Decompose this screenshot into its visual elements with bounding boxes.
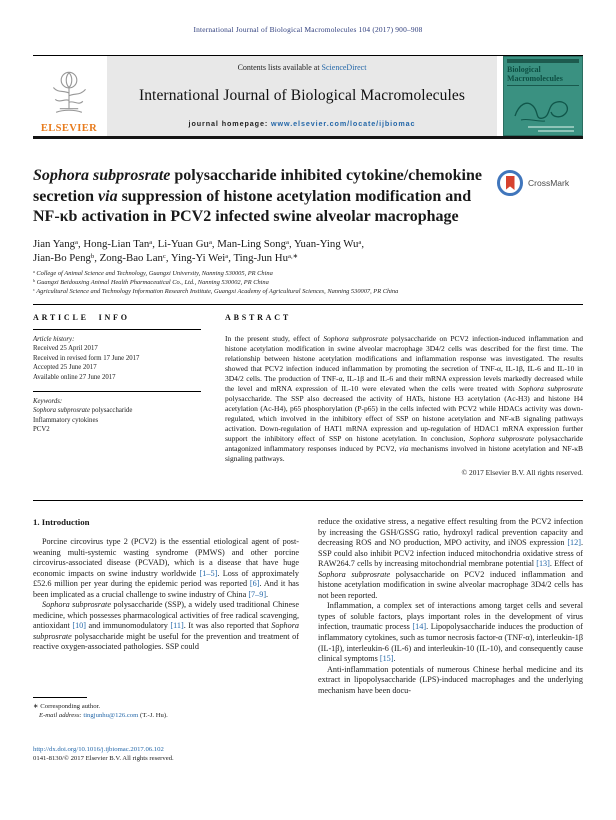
text-segment: Sophora subprosrate	[518, 384, 583, 393]
text-segment: Sophora subprosrate	[469, 434, 535, 443]
abstract-heading: ABSTRACT	[225, 313, 291, 322]
cover-top-band	[507, 59, 579, 63]
issn-rights-line: 0141-8130/© 2017 Elsevier B.V. All rights reserved.	[33, 755, 174, 762]
crossmark-icon	[497, 170, 523, 196]
text-segment: polysaccharide might be useful for the prevention and treatment of reactive oxygen-associated pathologies. SSP could	[33, 631, 299, 652]
divider-above-columns	[33, 304, 583, 305]
text-segment: a	[358, 239, 362, 246]
text-segment: , Man-Ling Song	[211, 238, 286, 250]
body-right-column	[318, 517, 583, 696]
text-segment: polysaccharide. The SSP also decreased the activity of HATs, histone H3 acetylation (Ac-H3) and histone H4 acetylation (Ac-H4), p65 phosphorylation (P-p65) in the cells infected with PCV2 while HDACs activity was down-regulated, which involved in the inhibitory effect of SSP on histone acetylation and NF-κB signaling pathways activation. Down-regulation of HAT1 mRNA expression and up-regulation of HDAC1 mRNA expression further support the inhibitory effect of SSP on histone acetylation. In conclusion,	[225, 394, 583, 443]
intro-paragraph-5	[318, 665, 583, 697]
text-segment: a	[285, 239, 289, 246]
text-segment: a	[33, 269, 35, 275]
article-history-label: Article history:	[33, 336, 75, 343]
text-segment: Guangxi Beidouxing Animal Health Pharmaceutical Co., Ltd., Nanning 530002, PR China	[34, 278, 269, 286]
elsevier-logo	[33, 56, 105, 136]
cover-divider	[507, 85, 579, 86]
inline-link[interactable]: [11]	[170, 621, 184, 631]
cover-molecule-drawing-icon	[504, 88, 582, 124]
text-segment: polysaccharide antagonized inflammatory responses induced by PCV2,	[225, 434, 583, 453]
cover-title: Biological Macromolecules	[507, 65, 563, 83]
affiliation-c	[33, 288, 578, 297]
text-segment: a	[208, 239, 212, 246]
author-list	[33, 238, 533, 265]
corresponding-author-footnote	[33, 697, 299, 720]
text-segment: Sophora subprosrate	[323, 334, 388, 343]
text-segment: College of Animal Science and Technology, Guangxi University, Nanning 530005, PR China	[34, 270, 273, 277]
inline-link[interactable]: [13]	[536, 559, 550, 569]
text-segment: Sophora subprosrate	[33, 407, 90, 415]
inline-link[interactable]: www.elsevier.com/locate/ijbiomac	[271, 119, 416, 128]
keyword-3	[33, 425, 201, 434]
intro-paragraph-1	[33, 537, 299, 600]
page-footer	[33, 745, 333, 763]
text-segment: , Li-Yuan Gu	[152, 238, 209, 250]
abstract-column	[225, 313, 583, 477]
journal-citation: International Journal of Biological Macromolecules 104 (2017) 900–908	[193, 25, 423, 34]
text-segment: Anti-inflammation potentials of numerous Chinese herbal medicine and its extract in lipopolysaccharide (LPS)-induced macrophages and the underlying mechanism have been docu-	[318, 664, 583, 695]
text-segment: PCV2	[33, 426, 50, 434]
text-segment: . It was also reported that	[183, 621, 272, 631]
text-segment: Inflammation, a complex set of interactions among target cells and several types of soluble factors, plays important roles in the development of virus infection, traumatic process	[318, 601, 583, 632]
text-segment: . Effect of	[549, 559, 583, 569]
text-segment: via	[98, 187, 118, 205]
divider-above-body	[33, 500, 583, 501]
text-segment: Sophora subprosrate	[42, 600, 111, 610]
crossmark-bookmark-icon	[506, 176, 515, 190]
text-segment: polysaccharide on PCV2 induced inflammation and histone acetylation modification in swine alveolar macrophage 3D4/2 cells has not been reported.	[318, 569, 583, 600]
text-segment: . Lipopolysaccharide induces the production of inflammatory cytokines, such as tumor necrosis factor-α (TNF-α), interleukin-1β (IL-1β), interleukin-6 (IL-6) and interleukin-10 (IL-10), and consequently cause clinical symptoms	[318, 622, 583, 664]
footnote-rule	[33, 697, 87, 698]
journal-homepage-line	[189, 119, 416, 128]
article-info-rule	[33, 329, 201, 330]
text-segment: Jian Yang	[33, 238, 75, 250]
text-segment: , Yuan-Ying Wu	[288, 238, 359, 250]
text-segment: Contents lists available at	[237, 63, 322, 72]
text-segment: b	[33, 278, 35, 284]
inline-link[interactable]: tingjunhu@126.com	[83, 712, 139, 719]
text-segment: . Loss of approximately £52.6 million per year during the epidemic period was reported	[33, 568, 300, 589]
keyword-2	[33, 416, 201, 425]
text-segment: Agricultural Science and Technology Information Research Institute, Guangxi Academy of Agricultural Sciences, Nanning 530007, PR China	[34, 287, 399, 295]
affiliation-a	[33, 270, 578, 279]
text-segment: Sophora subprosrate	[33, 167, 171, 184]
text-segment: polysaccharide (SSP), a widely used traditional Chinese medicine, which possesses pharmacological activities of free radical scavenging, antioxidant	[33, 600, 299, 631]
text-segment: . And it has been implicated as a crucial challenge to swine industry of China	[33, 579, 299, 599]
corresponding-author-line: ∗ Corresponding author.	[33, 703, 101, 710]
cover-footer-mark	[528, 126, 574, 128]
crossmark-label: CrossMark	[528, 178, 570, 188]
journal-cover-thumbnail	[503, 56, 583, 136]
text-segment: journal homepage:	[188, 119, 272, 128]
intro-paragraph-2	[33, 600, 299, 653]
text-segment: polysaccharide	[89, 407, 133, 415]
inline-link[interactable]: [1–5]	[199, 568, 218, 578]
text-segment: . SSP could also inhibit PCV2 infection induced mitochondria oxidative stress of RAW264.7 cells by increasing mitochondrial membrane potential	[318, 538, 583, 569]
article-title	[33, 166, 495, 228]
intro-paragraph-3	[318, 517, 583, 601]
text-segment: suppression of histone acetylation modification and NF-κb activation in PCV2 infected swine alveolar macrophage	[33, 187, 472, 225]
history-accepted: Accepted 25 June 2017	[33, 364, 97, 372]
text-segment: a	[149, 239, 153, 246]
text-segment: reduce the oxidative stress, a negative effect resulting from the PCV2 infection by increasing the GSH/GSSG ratio, hydroxyl radical prevention capacity and decreasing ROS and NO production, MPO activity, and iNOS expression	[318, 517, 583, 548]
affiliation-b	[33, 279, 578, 288]
text-segment: .	[266, 589, 269, 599]
inline-link[interactable]: [7–9]	[248, 589, 267, 599]
history-revised: Received in revised form 17 June 2017	[33, 354, 140, 362]
inline-link[interactable]: [15]	[379, 654, 394, 664]
inline-link[interactable]: [6]	[249, 579, 260, 589]
text-segment: , Ying-Yi Wei	[165, 251, 226, 264]
text-segment: E-mail address:	[39, 712, 84, 719]
keywords-label: Keywords:	[33, 398, 63, 406]
text-segment: c	[162, 252, 166, 260]
elsevier-wordmark: ELSEVIER	[40, 123, 98, 134]
inline-link[interactable]: [10]	[72, 621, 86, 631]
journal-title: International Journal of Biological Macromolecules	[138, 86, 466, 104]
text-segment: a	[225, 252, 229, 260]
cover-footer-mark2	[538, 130, 574, 132]
keywords-rule	[33, 391, 201, 392]
email-line	[33, 711, 299, 720]
keyword-1	[33, 406, 201, 415]
inline-link[interactable]: [14]	[412, 622, 427, 632]
text-segment: Porcine circovirus type 2 (PCV2) is the essential etiological agent of post-weaning multi-systemic wasting syndrome (PMWS) and other porcine circovirus-associated disease (PCVAD), which is a disease that have huge economic impacts on swine industry worldwide	[33, 537, 299, 578]
text-segment: , Zong-Bao Lan	[94, 251, 163, 264]
elsevier-tree-icon	[46, 68, 92, 123]
intro-paragraph-4	[318, 601, 583, 664]
introduction-heading: 1. Introduction	[33, 517, 90, 527]
text-segment: c	[33, 286, 35, 292]
abstract-copyright: © 2017 Elsevier B.V. All rights reserved.	[461, 468, 583, 477]
text-segment: a,∗	[287, 252, 299, 260]
text-segment: Sophora subprosrate	[318, 569, 391, 579]
history-received: Received 25 April 2017	[33, 345, 98, 353]
text-segment: ,	[361, 238, 365, 250]
article-info-column	[33, 313, 201, 435]
text-segment: via	[399, 444, 409, 453]
article-info-heading: ARTICLE INFO	[33, 313, 130, 322]
text-segment: a	[75, 239, 78, 246]
text-segment: In the present study, effect of	[225, 334, 324, 343]
contents-lists-line	[238, 63, 367, 72]
body-left-column	[33, 517, 299, 653]
text-segment: polysaccharide inhibited cytokine/chemokine secretion	[33, 167, 482, 205]
text-segment: , Hong-Lian Tan	[77, 238, 150, 250]
banner-center-panel	[107, 56, 497, 136]
text-segment: , Ting-Jun Hu	[228, 251, 288, 264]
doi-link[interactable]: http://dx.doi.org/10.1016/j.ijbiomac.2017.06.102	[33, 746, 164, 753]
inline-link[interactable]: ScienceDirect	[321, 63, 367, 72]
text-segment: .	[393, 654, 396, 664]
text-segment: mechanisms involved in histone acetylation and NF-κB signaling pathways.	[225, 444, 583, 463]
inline-link[interactable]: [12]	[567, 538, 581, 548]
text-segment: polysaccharide on PCV2 infection-induced inflammation and histone acetylation modification in swine alveolar macrophage 3D4/2 cells was described for the first time. The relationship between histone acetylation modifications and inflammation response was investigated. The results showed that PCV2 infection induced inflammation by promoting the secretion of TNF-α, IL-1β, IL-6 and IL-10 in 3D4/2 cells. The production of TNF-α, IL-1β and IL-6 and their mRNA expression levels markedly decreased while the level and mRNA expression of IL-10 were elevated when the cells were treated with	[225, 334, 584, 393]
journal-header-banner	[33, 55, 583, 139]
abstract-body	[225, 334, 583, 464]
text-segment: (T.-J. Hu).	[138, 712, 168, 719]
crossmark-badge[interactable]	[497, 170, 569, 196]
text-segment: b	[90, 252, 95, 260]
text-segment: Jian-Bo Peng	[33, 251, 91, 264]
history-online: Available online 27 June 2017	[33, 373, 116, 381]
affiliations	[33, 270, 578, 296]
text-segment: Sophora subprosrate	[33, 621, 299, 641]
text-segment: and immunomodulatory	[85, 621, 171, 631]
text-segment: Inflammatory cytokines	[33, 416, 99, 424]
